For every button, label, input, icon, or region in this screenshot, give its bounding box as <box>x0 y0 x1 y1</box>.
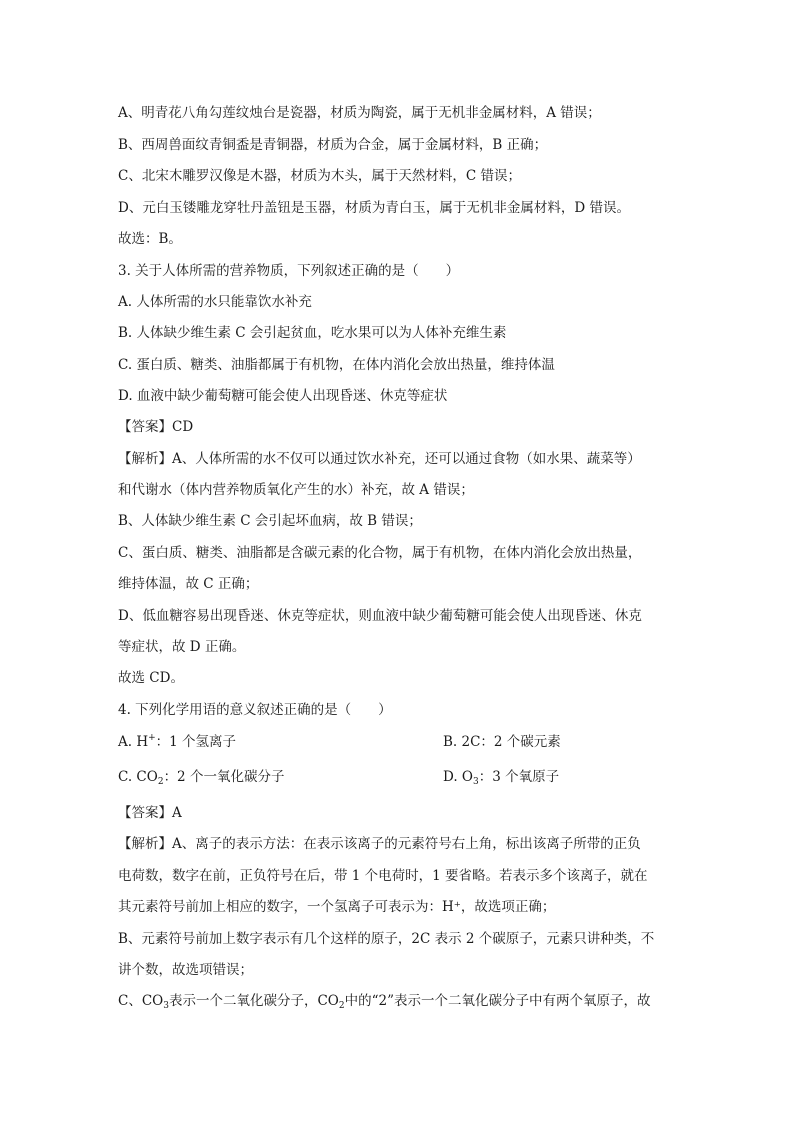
explanation-line: 和代谢水（体内营养物质氧化产生的水）补充，故 A 错误； <box>118 482 474 498</box>
explanation-line: 【解析】A、离子的表示方法：在表示该离子的元素符号右上角，标出该离子所带的正负 <box>118 836 641 852</box>
question-4-option-c: C. $CO_2$：2 个一氧化碳分子 <box>118 769 285 787</box>
question-3-stem: 3. 关于人体所需的营养物质，下列叙述正确的是（ ） <box>118 263 460 279</box>
question-3-option-d: D. 血液中缺少葡萄糖可能会使人出现昏迷、休克等症状 <box>118 388 448 404</box>
answer-label: 【答案】CD <box>118 419 194 435</box>
text-line: 故选：B。 <box>118 231 182 247</box>
explanation-line: 维持体温，故 C 正确； <box>118 576 259 592</box>
text-line: B、西周兽面纹青铜盉是青铜器，材质为合金，属于金属材料，B 正确； <box>118 137 548 153</box>
explanation-line: 等症状，故 D 正确。 <box>118 639 246 655</box>
question-3-option-c: C. 蛋白质、糖类、油脂都属于有机物，在体内消化会放出热量，维持体温 <box>118 357 555 373</box>
explanation-line: C、蛋白质、糖类、油脂都是含碳元素的化合物，属于有机物，在体内消化会放出热量， <box>118 545 642 561</box>
question-4-option-b: B. 2C：2 个碳元素 <box>443 734 561 750</box>
explanation-line: 故选 CD。 <box>118 670 184 686</box>
explanation-line: 其元素符号前加上相应的数字，一个氢离子可表示为：H⁺，故选项正确； <box>118 899 556 915</box>
question-4-stem: 4. 下列化学用语的意义叙述正确的是（ ） <box>118 702 392 718</box>
explanation-line: C、$CO_3$表示一个二氧化碳分子，$CO_2$中的“2”表示一个二氧化碳分子中有两个氧原子，故 <box>118 993 651 1011</box>
explanation-line: B、元素符号前加上数字表示有几个这样的原子，2C 表示 2 个碳原子，元素只讲种类，不 <box>118 931 655 947</box>
explanation-line: D、低血糖容易出现昏迷、休克等症状，则血液中缺少葡萄糖可能会使人出现昏迷、休克 <box>118 608 642 624</box>
answer-label: 【答案】A <box>118 805 182 821</box>
question-3-option-a: A. 人体所需的水只能靠饮水补充 <box>118 294 312 310</box>
explanation-line: B、人体缺少维生素 C 会引起坏血病，故 B 错误； <box>118 513 422 529</box>
explanation-line: 【解析】A、人体所需的水不仅可以通过饮水补充，还可以通过食物（如水果、蔬菜等） <box>118 451 641 467</box>
text-line: C、北宋木雕罗汉像是木器，材质为木头，属于天然材料，C 错误； <box>118 168 521 184</box>
text-line: D、元白玉镂雕龙穿牡丹盖钮是玉器，材质为青白玉，属于无机非金属材料，D 错误。 <box>118 200 630 216</box>
question-4-option-a: A. H+：1 个氢离子 <box>118 733 237 750</box>
explanation-line: 讲个数，故选项错误； <box>118 962 253 978</box>
question-3-option-b: B. 人体缺少维生素 C 会引起贫血，吃水果可以为人体补充维生素 <box>118 325 507 341</box>
text-line: A、明青花八角勾莲纹烛台是瓷器，材质为陶瓷，属于无机非金属材料，A 错误； <box>118 105 601 121</box>
explanation-line: 电荷数，数字在前，正负符号在后，带 1 个电荷时，1 要省略。若表示多个该离子，就在 <box>118 868 648 884</box>
question-4-option-d: D. $O_3$：3 个氧原子 <box>443 769 560 787</box>
